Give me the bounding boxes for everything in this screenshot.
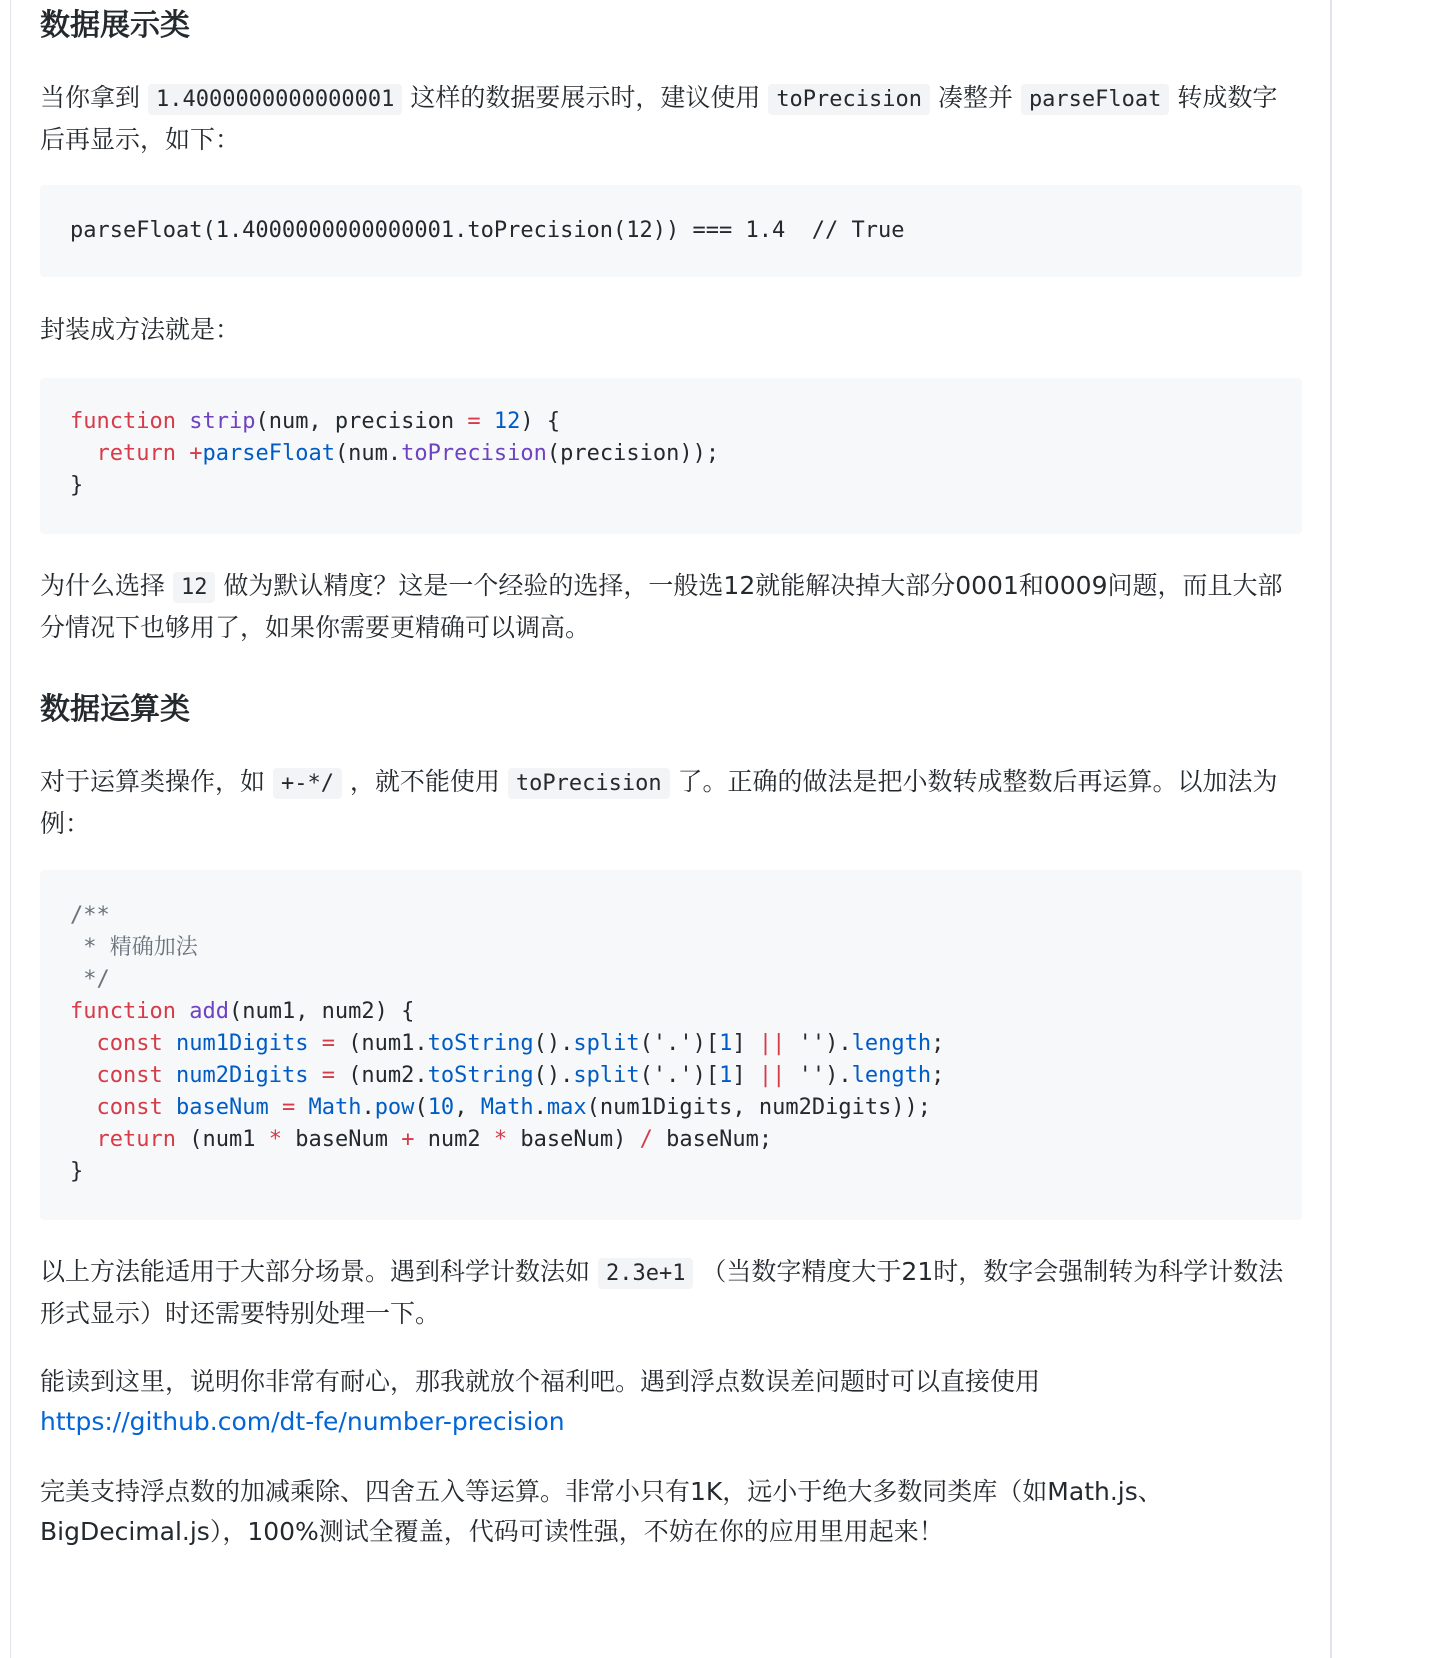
- text: 做为默认精度？这是一个经验的选择，一般选12就能解决掉大部分0001和0009问题，而且大部分情况下也够用了，如果你需要更精确可以调高。: [40, 571, 1283, 642]
- code-block-add: [40, 870, 1302, 1220]
- code-line: const num1Digits = (num1.toString().split('.')[1] || '').length;: [96, 1031, 945, 1056]
- code-comment: * 精确加法: [70, 935, 198, 960]
- inline-code-parsefloat: parseFloat: [1021, 84, 1169, 115]
- code-line: return +parseFloat(num.toPrecision(precision));: [96, 441, 720, 466]
- code-line: }: [70, 1159, 84, 1184]
- paragraph-display-intro: [40, 78, 1302, 160]
- code-comment: /**: [70, 903, 110, 928]
- code-block-parsefloat: [40, 185, 1302, 277]
- code-line: function strip(num, precision = 12) {: [70, 409, 561, 434]
- text: （当数字精度大于21时，数字会强制转为科学计数法形式显示）时还需要特别处理一下。: [40, 1257, 1284, 1328]
- code-line: function add(num1, num2) {: [70, 999, 415, 1024]
- inline-code-value: 1.4000000000000001: [148, 84, 402, 115]
- inline-code-12: 12: [173, 572, 216, 603]
- text: 转成数字后再显示，如下：: [40, 83, 1278, 154]
- text: 当你拿到: [40, 83, 141, 112]
- content-border-left: [10, 0, 11, 1658]
- inline-code-toprecision: toPrecision: [768, 84, 930, 115]
- content-border-right: [1330, 0, 1332, 1658]
- code-line: parseFloat(1.4000000000000001.toPrecision(12)) === 1.4 // True: [70, 218, 905, 243]
- paragraph-bonus: [40, 1362, 1302, 1442]
- paragraph-why-12: [40, 566, 1302, 648]
- code-comment: */: [70, 967, 110, 992]
- code-line: return (num1 * baseNum + num2 * baseNum) / baseNum;: [96, 1127, 773, 1152]
- inline-code-operators: +-*/: [273, 768, 342, 799]
- text: 以上方法能适用于大部分场景。遇到科学计数法如: [40, 1257, 591, 1286]
- paragraph-calc-intro: [40, 762, 1302, 844]
- code-line: }: [70, 473, 84, 498]
- paragraph-library-features: 完美支持浮点数的加减乘除、四舍五入等运算。非常小只有1K，远小于绝大多数同类库（如Math.js、BigDecimal.js），100%测试全覆盖，代码可读性强，不妨在你的应用里用起来！: [40, 1477, 1163, 1546]
- text: 这样的数据要展示时，建议使用: [410, 83, 761, 112]
- text: ，就不能使用: [349, 767, 500, 796]
- inline-code-sci: 2.3e+1: [598, 1258, 693, 1289]
- code-line: const baseNum = Math.pow(10, Math.max(num1Digits, num2Digits));: [96, 1095, 932, 1120]
- text: 对于运算类操作，如: [40, 767, 266, 796]
- text: 为什么选择: [40, 571, 166, 600]
- text: 能读到这里，说明你非常有耐心，那我就放个福利吧。遇到浮点数误差问题时可以直接使用: [40, 1367, 1041, 1396]
- paragraph-wrap-method: 封装成方法就是：: [40, 315, 241, 344]
- inline-code-toprecision: toPrecision: [508, 768, 670, 799]
- text: 凑整并: [937, 83, 1013, 112]
- text: 了。正确的做法是把小数转成整数后再运算。以加法为例：: [40, 767, 1278, 838]
- paragraph-scientific-notation: [40, 1252, 1302, 1334]
- number-precision-link[interactable]: https://github.com/dt-fe/number-precision: [40, 1407, 565, 1436]
- heading-data-display: 数据展示类: [40, 8, 190, 43]
- heading-data-calc: 数据运算类: [40, 692, 190, 727]
- code-line: const num2Digits = (num2.toString().split('.')[1] || '').length;: [96, 1063, 945, 1088]
- code-block-strip: [40, 378, 1302, 534]
